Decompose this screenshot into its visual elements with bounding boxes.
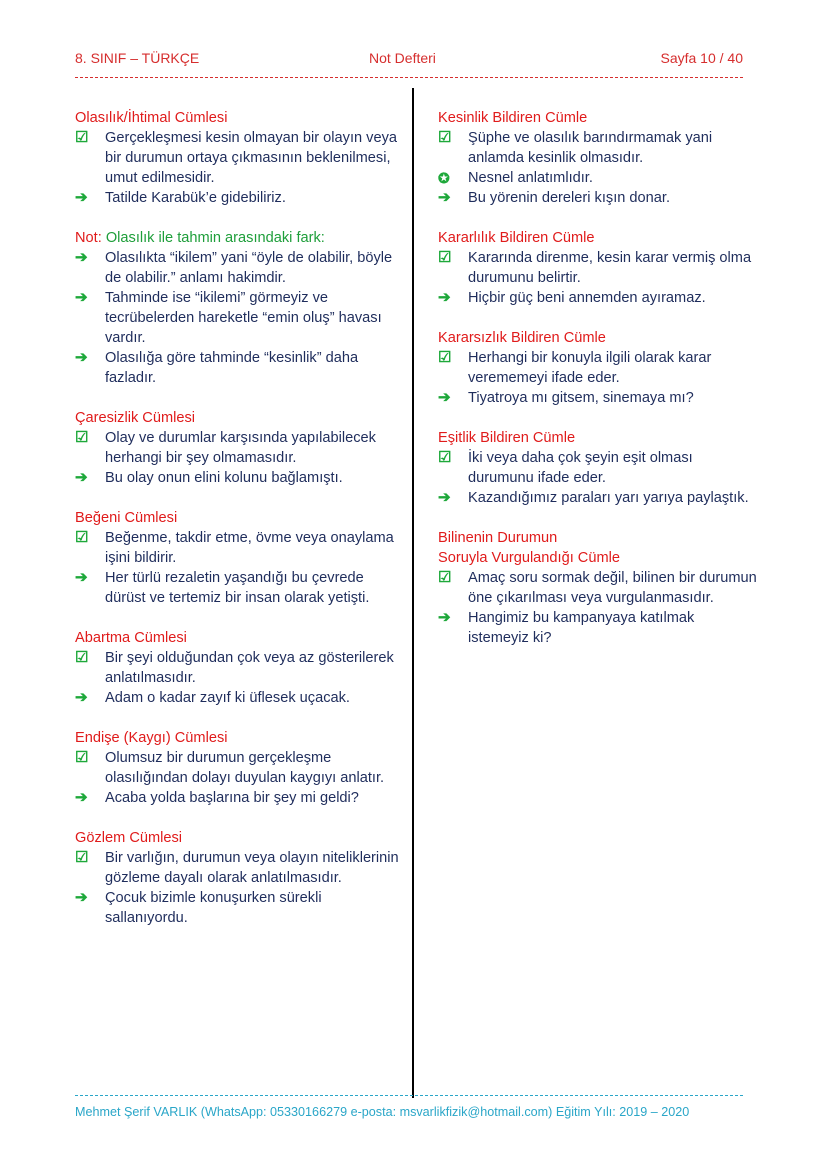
example-item bbox=[438, 608, 758, 648]
checkbox-icon: ☑ bbox=[438, 129, 452, 146]
definition-item bbox=[75, 848, 400, 888]
note-subtitle: Olasılık ile tahmin arasındaki fark: bbox=[105, 230, 325, 246]
section-title-text: Eşitlik Bildiren Cümle bbox=[438, 430, 576, 446]
section bbox=[438, 328, 758, 408]
item-text: Gerçekleşmesi kesin olmayan bir olayın veya bir durumun ortaya çıkmasının beklenilmesi, umut edilmesidir. bbox=[105, 130, 397, 186]
item-text: Her türlü rezaletin yaşandığı bu çevrede dürüst ve tertemiz bir insan olarak yetişti. bbox=[105, 570, 370, 606]
item-text: Olay ve durumlar karşısında yapılabilecek herhangi bir şey olmamasıdır. bbox=[105, 430, 376, 466]
arrow-right-icon: ➔ bbox=[75, 889, 88, 906]
definition-item bbox=[75, 428, 400, 468]
definition-item bbox=[75, 528, 400, 568]
item-text: Bir varlığın, durumun veya olayın niteliklerinin gözleme dayalı olarak anlatılmasıdır. bbox=[105, 850, 399, 886]
definition-item bbox=[75, 748, 400, 788]
arrow-right-icon: ➔ bbox=[75, 689, 88, 706]
section bbox=[438, 528, 758, 648]
item-text: İki veya daha çok şeyin eşit olması durumunu ifade eder. bbox=[468, 450, 693, 486]
arrow-right-icon: ➔ bbox=[75, 349, 88, 366]
page-header bbox=[75, 50, 743, 70]
section bbox=[438, 428, 758, 508]
item-text: Hiçbir güç beni annemden ayıramaz. bbox=[468, 290, 706, 306]
right-column bbox=[438, 108, 758, 668]
item-text: Tatilde Karabük’e gidebiliriz. bbox=[105, 190, 286, 206]
arrow-right-icon: ➔ bbox=[438, 609, 451, 626]
checkbox-icon: ☑ bbox=[438, 569, 452, 586]
header-divider bbox=[75, 77, 743, 78]
section-title bbox=[438, 528, 758, 548]
checkbox-icon: ☑ bbox=[75, 849, 89, 866]
example-item bbox=[75, 468, 400, 488]
example-item bbox=[75, 788, 400, 808]
item-text: Hangimiz bu kampanyaya katılmak istemeyiz ki? bbox=[468, 610, 695, 646]
section-title-text: Çaresizlik Cümlesi bbox=[75, 410, 196, 426]
definition-item bbox=[75, 128, 400, 188]
left-column bbox=[75, 108, 400, 948]
item-text: Bu olay onun elini kolunu bağlamıştı. bbox=[105, 470, 343, 486]
checkbox-icon: ☑ bbox=[75, 749, 89, 766]
section bbox=[438, 108, 758, 208]
arrow-right-icon: ➔ bbox=[75, 289, 88, 306]
definition-item bbox=[438, 248, 758, 288]
section-title-line2: Soruyla Vurgulandığı Cümle bbox=[438, 550, 620, 566]
item-text: Tahminde ise “ikilemi” görmeyiz ve tecrübelerden hareketle “emin oluş” havası vardır. bbox=[105, 290, 382, 346]
footer-divider bbox=[75, 1095, 743, 1096]
section bbox=[75, 228, 400, 388]
item-text: Nesnel anlatımlıdır. bbox=[468, 170, 593, 186]
section-title-text: Beğeni Cümlesi bbox=[75, 510, 178, 526]
header-page-number: Sayfa 10 / 40 bbox=[660, 50, 743, 66]
item-text: Şüphe ve olasılık barındırmamak yani anlamda kesinlik olmasıdır. bbox=[468, 130, 713, 166]
star-badge-icon: ✪ bbox=[438, 170, 450, 186]
item-text: Olumsuz bir durumun gerçekleşme olasılığından dolayı duyulan kaygıyı anlatır. bbox=[105, 750, 385, 786]
section-title bbox=[438, 328, 758, 348]
arrow-right-icon: ➔ bbox=[75, 469, 88, 486]
arrow-right-icon: ➔ bbox=[438, 289, 451, 306]
header-title: Not Defteri bbox=[369, 50, 436, 66]
arrow-right-icon: ➔ bbox=[75, 249, 88, 266]
item-text: Adam o kadar zayıf ki üflesek uçacak. bbox=[105, 690, 350, 706]
item-text: Herhangi bir konuyla ilgili olarak karar verememeyi ifade eder. bbox=[468, 350, 712, 386]
example-item bbox=[438, 488, 758, 508]
section bbox=[75, 828, 400, 928]
definition-item bbox=[438, 128, 758, 168]
checkbox-icon: ☑ bbox=[75, 649, 89, 666]
definition-item bbox=[438, 568, 758, 608]
example-item bbox=[75, 188, 400, 208]
example-item bbox=[438, 188, 758, 208]
item-text: Çocuk bizimle konuşurken sürekli sallanıyordu. bbox=[105, 890, 322, 926]
item-text: Acaba yolda başlarına bir şey mi geldi? bbox=[105, 790, 359, 806]
item-text: Amaç soru sormak değil, bilinen bir durumun öne çıkarılması veya vurgulanmasıdır. bbox=[468, 570, 757, 606]
checkbox-icon: ☑ bbox=[75, 529, 89, 546]
arrow-right-icon: ➔ bbox=[75, 189, 88, 206]
section-title-text: Not: bbox=[75, 230, 102, 246]
example-item bbox=[75, 348, 400, 388]
example-item bbox=[75, 888, 400, 928]
item-text: Olasılıkta “ikilem” yani “öyle de olabilir, böyle de olabilir.” anlamı hakimdir. bbox=[105, 250, 393, 286]
checkbox-icon: ☑ bbox=[75, 129, 89, 146]
example-item bbox=[438, 288, 758, 308]
example-item bbox=[75, 568, 400, 608]
arrow-right-icon: ➔ bbox=[438, 489, 451, 506]
arrow-right-icon: ➔ bbox=[438, 389, 451, 406]
item-text: Kararında direnme, kesin karar vermiş olma durumunu belirtir. bbox=[468, 250, 752, 286]
section bbox=[75, 108, 400, 208]
example-item bbox=[438, 388, 758, 408]
section-title bbox=[75, 728, 400, 748]
section-title bbox=[438, 108, 758, 128]
arrow-right-icon: ➔ bbox=[438, 189, 451, 206]
section-title-text: Endişe (Kaygı) Cümlesi bbox=[75, 730, 228, 746]
column-divider bbox=[412, 88, 414, 1098]
header-course: 8. SINIF – TÜRKÇE bbox=[75, 50, 200, 66]
definition-item bbox=[75, 648, 400, 688]
example-item bbox=[75, 248, 400, 288]
item-text: Olasılığa göre tahminde “kesinlik” daha fazladır. bbox=[105, 350, 359, 386]
section-title-text: Kararlılık Bildiren Cümle bbox=[438, 230, 595, 246]
example-item bbox=[75, 688, 400, 708]
section-title-text: Kararsızlık Bildiren Cümle bbox=[438, 330, 606, 346]
section-title bbox=[438, 228, 758, 248]
item-text: Beğenme, takdir etme, övme veya onaylama işini bildirir. bbox=[105, 530, 394, 566]
arrow-right-icon: ➔ bbox=[75, 569, 88, 586]
section-title-text: Bilinenin Durumun bbox=[438, 530, 558, 546]
page-footer: Mehmet Şerif VARLIK (WhatsApp: 05330166279 e-posta: msvarlikfizik@hotmail.com) Eğitim Yılı: 2019 – 2020 bbox=[75, 1105, 690, 1119]
section-title-text: Gözlem Cümlesi bbox=[75, 830, 183, 846]
item-text: Kazandığımız paraları yarı yarıya paylaştık. bbox=[468, 490, 749, 506]
example-item bbox=[75, 288, 400, 348]
section-title bbox=[75, 508, 400, 528]
item-text: Tiyatroya mı gitsem, sinemaya mı? bbox=[468, 390, 694, 406]
section-title bbox=[75, 628, 400, 648]
section-title-text: Olasılık/İhtimal Cümlesi bbox=[75, 110, 228, 126]
section-title bbox=[75, 408, 400, 428]
section bbox=[75, 408, 400, 488]
definition-item bbox=[438, 168, 758, 188]
section bbox=[438, 228, 758, 308]
checkbox-icon: ☑ bbox=[438, 449, 452, 466]
definition-item bbox=[438, 448, 758, 488]
section bbox=[75, 628, 400, 708]
section bbox=[75, 728, 400, 808]
definition-item bbox=[438, 348, 758, 388]
section-title bbox=[438, 428, 758, 448]
section-title bbox=[75, 108, 400, 128]
section-title bbox=[75, 828, 400, 848]
section bbox=[75, 508, 400, 608]
checkbox-icon: ☑ bbox=[438, 349, 452, 366]
checkbox-icon: ☑ bbox=[75, 429, 89, 446]
section-title-text: Kesinlik Bildiren Cümle bbox=[438, 110, 588, 126]
checkbox-icon: ☑ bbox=[438, 249, 452, 266]
section-title bbox=[75, 228, 400, 248]
item-text: Bir şeyi olduğundan çok veya az gösterilerek anlatılmasıdır. bbox=[105, 650, 394, 686]
arrow-right-icon: ➔ bbox=[75, 789, 88, 806]
item-text: Bu yörenin dereleri kışın donar. bbox=[468, 190, 670, 206]
section-title-text: Abartma Cümlesi bbox=[75, 630, 187, 646]
